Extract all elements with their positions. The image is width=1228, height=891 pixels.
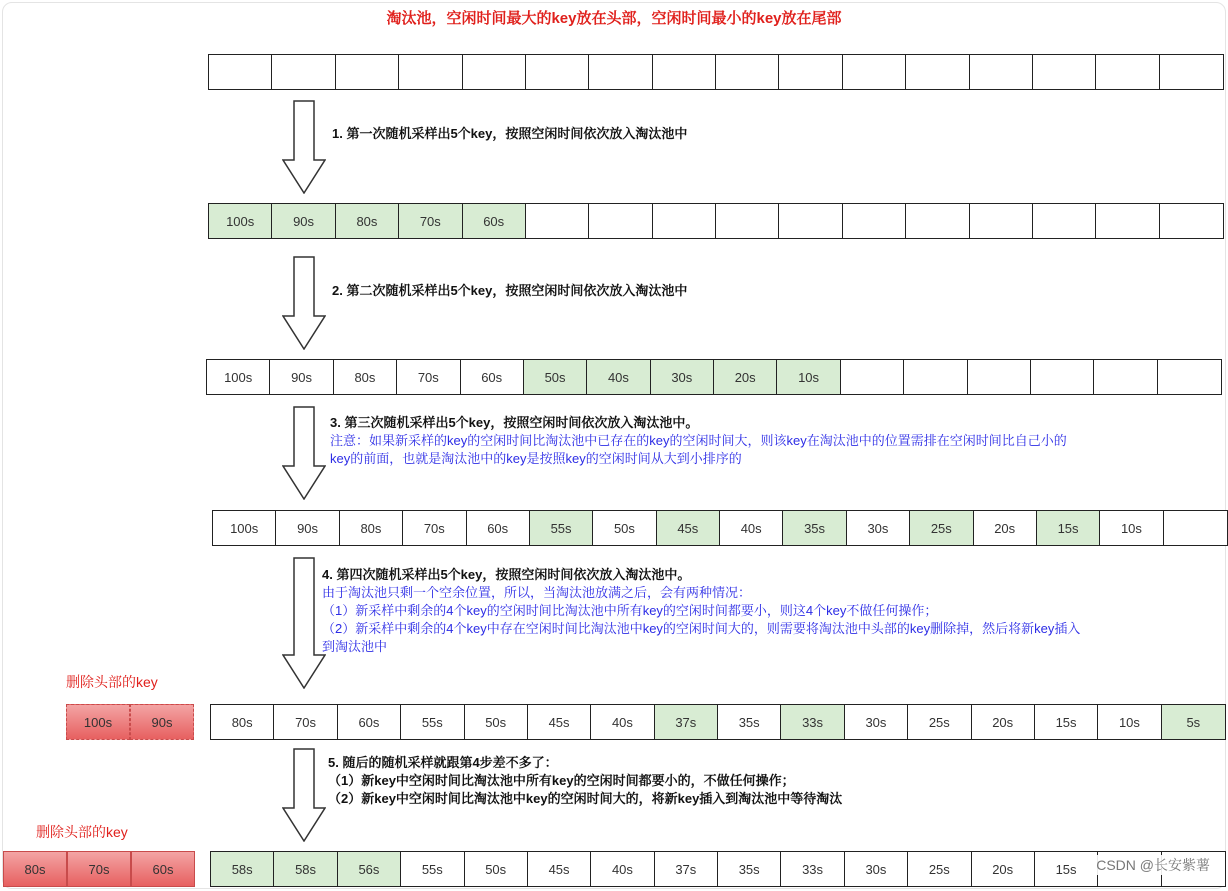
pool-slot: 50s	[524, 360, 587, 394]
pool-slot: 33s	[781, 852, 844, 886]
pool-slot	[336, 55, 399, 89]
down-arrow-icon	[282, 256, 326, 350]
pool-slot	[779, 204, 842, 238]
pool-slot: 60s	[338, 705, 401, 739]
pool-slot	[1096, 204, 1159, 238]
pool-slot: 25s	[908, 705, 971, 739]
pool-row-step3	[212, 510, 1228, 546]
pool-row-step1	[208, 203, 1224, 239]
pool-slot	[1160, 204, 1223, 238]
pool-slot: 50s	[593, 511, 656, 545]
deleted-head-label: 删除头部的key	[36, 824, 128, 840]
pool-slot	[272, 55, 335, 89]
pool-slot	[526, 55, 589, 89]
pool-slot: 15s	[1035, 852, 1098, 886]
step4-line3: （2）新采样中剩余的4个key中存在空闲时间比淘汰池中key的空闲时间大的，则需要将淘汰池中头部的key删除掉，然后将新key插入	[322, 621, 1081, 636]
pool-slot	[1094, 360, 1157, 394]
pool-slot	[1031, 360, 1094, 394]
pool-slot: 33s	[781, 705, 844, 739]
pool-slot	[653, 55, 716, 89]
pool-slot: 15s	[1037, 511, 1100, 545]
pool-slot	[209, 55, 272, 89]
diagram-title: 淘汰池，空闲时间最大的key放在头部，空闲时间最小的key放在尾部	[386, 10, 842, 27]
pool-slot: 30s	[845, 705, 908, 739]
pool-slot: 55s	[401, 852, 464, 886]
pool-slot: 80s	[340, 511, 403, 545]
pool-slot	[716, 204, 779, 238]
pool-slot: 55s	[401, 705, 464, 739]
deleted-head-keys	[3, 851, 195, 887]
pool-slot: 20s	[972, 705, 1035, 739]
pool-slot: 40s	[587, 360, 650, 394]
pool-slot: 10s	[777, 360, 840, 394]
pool-slot	[968, 360, 1031, 394]
pool-slot: 56s	[338, 852, 401, 886]
pool-slot	[716, 55, 779, 89]
pool-slot: 40s	[591, 852, 654, 886]
pool-slot	[399, 55, 462, 89]
pool-slot	[843, 204, 906, 238]
pool-slot: 37s	[655, 705, 718, 739]
down-arrow-icon	[282, 100, 326, 194]
pool-row-step2	[206, 359, 1222, 395]
pool-slot: 35s	[718, 705, 781, 739]
pool-slot	[589, 55, 652, 89]
deleted-head-keys	[66, 704, 194, 740]
pool-slot	[526, 204, 589, 238]
step1-text: 1. 第一次随机采样出5个key，按照空闲时间依次放入淘汰池中	[332, 126, 688, 141]
step2-note	[332, 282, 687, 300]
pool-slot: 70s	[274, 705, 337, 739]
pool-slot: 30s	[847, 511, 910, 545]
pool-slot: 60s	[467, 511, 530, 545]
pool-slot: 80s	[334, 360, 397, 394]
deleted-key: 90s	[130, 704, 194, 740]
pool-slot: 20s	[714, 360, 777, 394]
pool-slot	[1096, 55, 1159, 89]
pool-slot	[841, 360, 904, 394]
pool-slot: 45s	[657, 511, 720, 545]
deleted-key: 60s	[131, 851, 195, 887]
pool-slot	[1033, 204, 1096, 238]
pool-slot: 100s	[209, 204, 272, 238]
step4-line4: 到淘汰池中	[322, 639, 388, 654]
pool-slot: 10s	[1098, 705, 1161, 739]
pool-slot: 40s	[720, 511, 783, 545]
pool-slot: 100s	[213, 511, 276, 545]
pool-slot: 80s	[336, 204, 399, 238]
pool-row-step5	[210, 851, 1226, 887]
step5-text: 5. 随后的随机采样就跟第4步差不多了：	[328, 755, 558, 770]
pool-slot	[653, 204, 716, 238]
pool-slot: 55s	[530, 511, 593, 545]
step4-line1: 由于淘汰池只剩一个空余位置，所以，当淘汰池放满之后，会有两种情况：	[322, 585, 752, 600]
pool-slot	[906, 204, 969, 238]
pool-slot: 90s	[272, 204, 335, 238]
pool-slot: 30s	[845, 852, 908, 886]
down-arrow-icon	[282, 557, 326, 689]
pool-slot: 30s	[651, 360, 714, 394]
pool-slot: 50s	[465, 852, 528, 886]
pool-slot: 90s	[276, 511, 339, 545]
step1-note	[332, 125, 687, 143]
pool-slot: 35s	[783, 511, 846, 545]
pool-slot: 100s	[207, 360, 270, 394]
pool-slot: 90s	[270, 360, 333, 394]
step2-text: 2. 第二次随机采样出5个key，按照空闲时间依次放入淘汰池中	[332, 283, 688, 298]
pool-slot	[779, 55, 842, 89]
pool-slot	[904, 360, 967, 394]
down-arrow-icon	[282, 748, 326, 842]
pool-slot	[1033, 55, 1096, 89]
pool-slot	[1160, 55, 1223, 89]
pool-slot: 20s	[972, 852, 1035, 886]
step3-warning-line1: 注意：如果新采样的key的空闲时间比淘汰池中已存在的key的空闲时间大，则该key在淘汰池中的位置需排在空闲时间比自己小的	[330, 433, 1067, 448]
pool-slot: 58s	[274, 852, 337, 886]
pool-slot: 5s	[1162, 705, 1225, 739]
pool-slot: 58s	[211, 852, 274, 886]
pool-slot	[1158, 360, 1221, 394]
pool-row-initial	[208, 54, 1224, 90]
pool-slot: 70s	[399, 204, 462, 238]
pool-slot: 20s	[974, 511, 1037, 545]
pool-slot: 37s	[655, 852, 718, 886]
pool-slot: 45s	[528, 852, 591, 886]
step3-text: 3. 第三次随机采样出5个key，按照空闲时间依次放入淘汰池中。	[330, 415, 699, 430]
step4-note	[322, 566, 1080, 656]
pool-slot: 35s	[718, 852, 781, 886]
pool-slot	[970, 55, 1033, 89]
pool-slot: 10s	[1100, 511, 1163, 545]
deleted-key: 100s	[66, 704, 130, 740]
step4-text: 4. 第四次随机采样出5个key，按照空闲时间依次放入淘汰池中。	[322, 567, 691, 582]
step5-note	[328, 754, 842, 808]
pool-slot: 50s	[465, 705, 528, 739]
pool-slot: 25s	[910, 511, 973, 545]
pool-slot: 40s	[591, 705, 654, 739]
pool-slot	[589, 204, 652, 238]
watermark: CSDN @长安紫薯	[1096, 857, 1210, 873]
pool-slot: 45s	[528, 705, 591, 739]
step5-line1: （1）新key中空闲时间比淘汰池中所有key的空闲时间都要小的，不做任何操作；	[328, 773, 795, 788]
step4-line2: （1）新采样中剩余的4个key的空闲时间比淘汰池中所有key的空闲时间都要小，则这4个key不做任何操作；	[322, 603, 938, 618]
pool-slot	[906, 55, 969, 89]
pool-slot	[843, 55, 906, 89]
pool-slot: 80s	[211, 705, 274, 739]
pool-slot	[463, 55, 526, 89]
pool-slot	[970, 204, 1033, 238]
pool-slot	[1164, 511, 1227, 545]
down-arrow-icon	[282, 406, 326, 500]
pool-slot: 15s	[1035, 705, 1098, 739]
deleted-head-label: 删除头部的key	[66, 674, 158, 690]
pool-slot: 25s	[908, 852, 971, 886]
deleted-key: 70s	[67, 851, 131, 887]
pool-slot: 60s	[463, 204, 526, 238]
step3-warning-line2: key的前面，也就是淘汰池中的key是按照key的空闲时间从大到小排序的	[330, 451, 742, 466]
step3-note	[330, 414, 1067, 468]
pool-slot: 70s	[397, 360, 460, 394]
deleted-key: 80s	[3, 851, 67, 887]
pool-slot: 70s	[403, 511, 466, 545]
pool-slot: 60s	[461, 360, 524, 394]
step5-line2: （2）新key中空闲时间比淘汰池中key的空闲时间大的，将新key插入到淘汰池中等待淘汰	[328, 791, 843, 806]
pool-row-step4	[210, 704, 1226, 740]
